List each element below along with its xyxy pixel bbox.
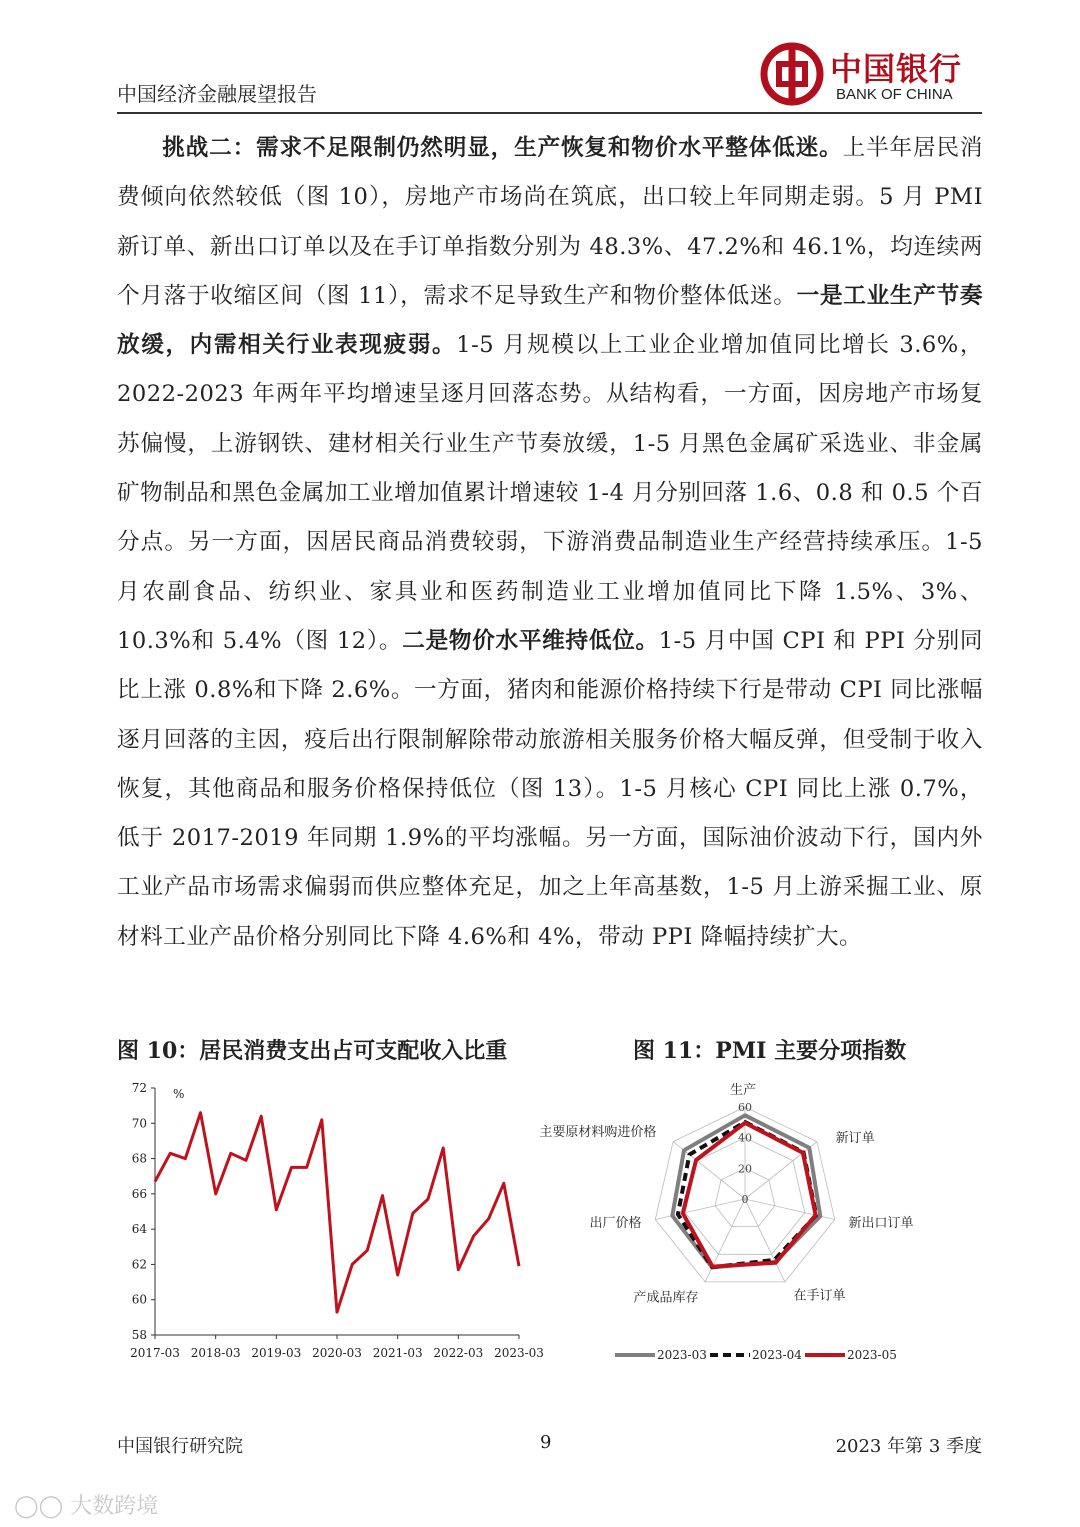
report-title: 中国经济金融展望报告 (117, 82, 317, 106)
legend-label: 2023-05 (847, 1348, 897, 1362)
radar-axis-label: 主要原材料购进价格 (539, 1124, 657, 1140)
radar-value-label: 40 (738, 1131, 752, 1145)
radar-axis-label: 新订单 (835, 1130, 875, 1146)
legend-label: 2023-04 (752, 1348, 802, 1362)
bank-logo (760, 42, 982, 108)
x-tick-label: 2019-03 (251, 1346, 302, 1360)
y-tick-label: 72 (131, 1081, 147, 1095)
footer-quarter: 2023 年第 3 季度 (835, 1436, 982, 1457)
body-text-2: 1-5 月规模以上工业企业增加值同比增长 3.6%，2022-2023 年两年平均增速呈逐月回落态势。从结构看，一方面，因房地产市场复苏偏慢，上游钢铁、建材相关行业生产节奏放缓，1-5 月黑色金属矿采选业、非金属矿物制品和黑色金属加工业增加值累计增速较 1-4 月分别回落 1.6、0.8 和 0.5 个百分点。另一方面，因居民商品消费较弱，下游消费品制造业生产经营持续承压。1-5 月农副食品、纺织业、家具业和医药制造业工业增加值同比下降 1.5%、3%、10.3%和 5.4%（图 12）。 (117, 332, 983, 654)
y-tick-label: 68 (131, 1151, 147, 1166)
consumption-ratio-series-line (155, 1113, 519, 1312)
radar-value-label: 0 (741, 1193, 749, 1206)
x-tick-label: 2021-03 (372, 1346, 423, 1360)
y-unit-label: % (173, 1087, 185, 1101)
radar-value-label: 20 (738, 1162, 752, 1176)
radar-axis-label: 新出口订单 (848, 1215, 914, 1231)
page-number: 9 (540, 1432, 552, 1453)
y-tick-label: 66 (131, 1186, 147, 1201)
radar-axis-label: 生产 (729, 1083, 757, 1098)
point-one-heading: 一是工业生产节奏放缓，内需相关行业表现疲弱。 (117, 282, 983, 359)
radar-axis-label: 在手订单 (793, 1288, 846, 1304)
x-tick-label: 2020-03 (312, 1346, 362, 1360)
watermark-text: 大数跨境 (70, 1494, 159, 1519)
y-tick-label: 64 (131, 1222, 147, 1237)
watermark: ◯◯ 大数跨境 (14, 1494, 159, 1519)
radar-spoke (745, 1199, 785, 1282)
consumption-ratio-line-chart (117, 1076, 557, 1366)
x-tick-label: 2018-03 (190, 1346, 241, 1360)
logo-chinese-text: 中国银行 (830, 50, 963, 88)
header-divider (117, 112, 982, 114)
figure-11-title: 图 11：PMI 主要分项指数 (633, 1038, 907, 1064)
radar-spoke (655, 1199, 745, 1220)
bank-of-china-emblem-icon (760, 42, 824, 106)
challenge-heading: 挑战二：需求不足限制仍然明显，生产恢复和物价水平整体低迷。 (162, 135, 843, 161)
pmi-radar-chart (539, 1076, 975, 1376)
x-tick-label: 2023-03 (494, 1346, 544, 1360)
body-paragraph (117, 124, 983, 962)
radar-axis-label: 出厂价格 (589, 1215, 642, 1231)
y-tick-label: 62 (131, 1257, 147, 1272)
radar-spoke (705, 1199, 745, 1282)
x-tick-label: 2022-03 (433, 1346, 484, 1360)
y-tick-label: 70 (131, 1116, 147, 1131)
radar-axis-label: 产成品库存 (633, 1290, 699, 1306)
figure-10-title: 图 10：居民消费支出占可支配收入比重 (117, 1038, 508, 1064)
radar-value-label: 60 (738, 1101, 752, 1114)
legend-label: 2023-03 (657, 1348, 707, 1362)
logo-english-text: BANK OF CHINA (836, 86, 953, 103)
body-text-3: 1-5 月中国 CPI 和 PPI 分别同比上涨 0.8%和下降 2.6%。一方面，猪肉和能源价格持续下行是带动 CPI 同比涨幅逐月回落的主因，疫后出行限制解除带动旅游相关服务价格大幅反弹，但受制于收入恢复，其他商品和服务价格保持低位（图 13）。1-5 月核心 CPI 同比上涨 0.7%，低于 2017-2019 年同期 1.9%的平均涨幅。另一方面，国际油价波动下行，国内外工业产品市场需求偏弱而供应整体充足，加之上年高基数，1-5 月上游采掘工业、原材料工业产品价格分别同比下降 4.6%和 4%，带动 PPI 降幅持续扩大。 (117, 627, 984, 950)
point-two-heading: 二是物价水平维持低位。 (402, 627, 659, 654)
y-tick-label: 58 (131, 1328, 147, 1342)
body-text-1: 上半年居民消费倾向依然较低（图 10），房地产市场尚在筑底，出口较上年同期走弱。5 月 PMI 新订单、新出口订单以及在手订单指数分别为 48.3%、47.2%和 46.1%，均连续两个月落于收缩区间（图 11），需求不足导致生产和物价整体低迷。 (117, 135, 984, 309)
footer-institute: 中国银行研究院 (117, 1436, 243, 1457)
y-tick-label: 60 (131, 1292, 147, 1307)
x-tick-label: 2017-03 (130, 1346, 180, 1360)
